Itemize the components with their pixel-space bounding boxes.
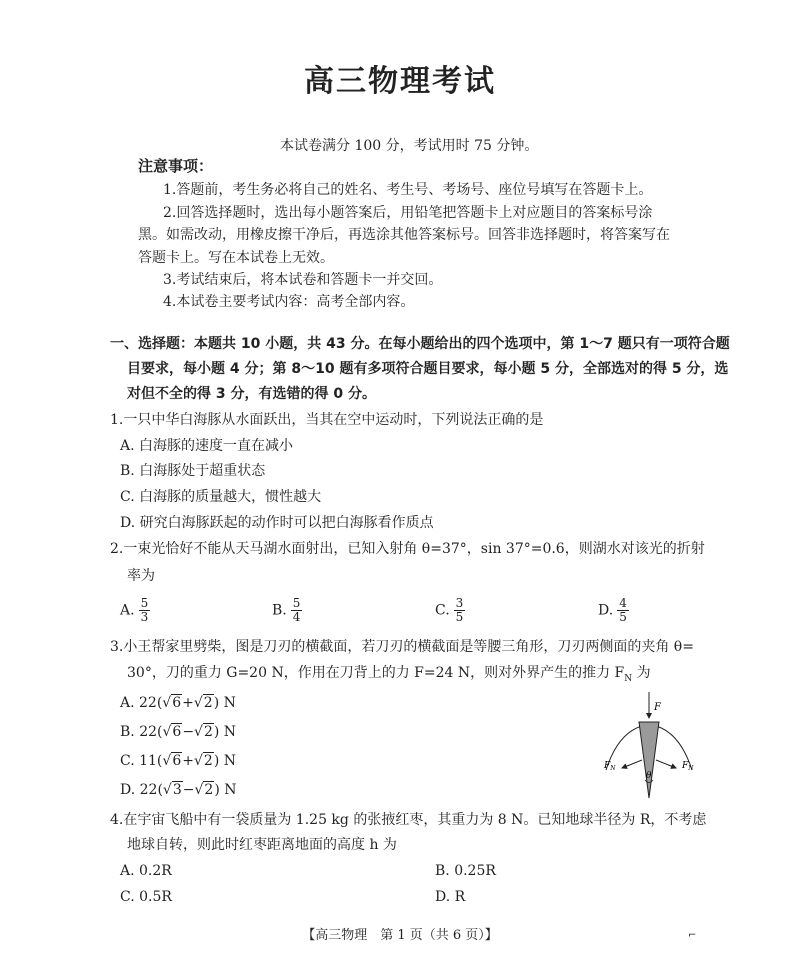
question-stem: 3.小王帮家里劈柴，图是刀刃的横截面，若刀刃的横截面是等腰三角形，刀刃两侧面的夹角 θ=	[110, 639, 694, 655]
notice-item: 黑。如需改动，用橡皮擦干净后，再选涂其他答案标号。回答非选择题时，将答案写在	[138, 227, 670, 243]
fraction: $\frac{5}{4}$	[292, 596, 301, 624]
fraction: $\frac{4}{5}$	[619, 596, 627, 624]
notice-item: 答题卡上。写在本试卷上无效。	[138, 250, 334, 266]
fraction: $\frac{3}{5}$	[455, 596, 464, 624]
force-F-label: F	[654, 702, 661, 713]
corner-mark: ⌐	[688, 930, 697, 941]
answer-option	[598, 597, 629, 624]
notice-heading: 注意事项：	[138, 157, 214, 175]
page-footer: 【高三物理 第 1 页（共 6 页）】	[302, 928, 498, 943]
answer-option: D. R	[435, 889, 466, 905]
option-label: B.	[272, 602, 287, 619]
question-stem: 地球自转，则此时红枣距离地面的高度 h 为	[127, 837, 397, 853]
notice-item: 1.答题前，考生务必将自己的姓名、考生号、考场号、座位号填写在答题卡上。	[163, 182, 653, 198]
question-stem: 30°，刀的重力 G=20 N，作用在刀背上的力 F=24 N，则对外界产生的推力 $F_N$ 为	[127, 665, 651, 684]
answer-option: B. 白海豚处于超重状态	[120, 463, 266, 479]
answer-option: B. 22(√6−√2) N	[120, 724, 237, 740]
section-instruction: 一、选择题：本题共 10 小题，共 43 分。在每小题给出的四个选项中，第 1～7 题只有一项符合题	[110, 336, 730, 352]
fraction: $\frac{5}{3}$	[140, 596, 149, 624]
force-FN-right-label: $F_N$	[682, 761, 694, 772]
theta-label: θ	[646, 771, 652, 781]
option-label: D.	[598, 602, 614, 619]
answer-option: C. 11(√6+√2) N	[120, 753, 236, 769]
blade-force-diagram	[598, 688, 708, 808]
answer-option: A. 22(√6+√2) N	[120, 695, 236, 711]
answer-option: D. 研究白海豚跃起的动作时可以把白海豚看作质点	[120, 515, 434, 531]
answer-option	[120, 597, 150, 624]
answer-option: A. 0.2R	[120, 863, 172, 879]
notice-item: 4.本试卷主要考试内容：高考全部内容。	[163, 294, 415, 310]
section-instruction: 对但不全的得 3 分，有选错的得 0 分。	[127, 386, 376, 402]
option-label: C.	[435, 602, 450, 619]
answer-option: B. 0.25R	[435, 863, 496, 879]
section-instruction: 目要求，每小题 4 分；第 8～10 题有多项符合题目要求，每小题 5 分，全部选对的得 5 分，选	[127, 361, 729, 377]
force-FN-left-label: $F_N$	[604, 761, 616, 772]
question-stem: 2.一束光恰好不能从天马湖水面射出，已知入射角 θ=37°，sin 37°=0.6，则湖水对该光的折射	[110, 541, 705, 557]
answer-option: C. 白海豚的质量越大，惯性越大	[120, 489, 322, 505]
question-stem: 率为	[127, 568, 155, 584]
force-FN-right-arrow	[656, 760, 676, 768]
answer-option: A. 白海豚的速度一直在减小	[120, 438, 294, 454]
notice-item: 3.考试结束后，将本试卷和答题卡一并交回。	[163, 272, 443, 288]
wood-curve-left	[606, 726, 642, 770]
page-title: 高三物理考试	[304, 64, 496, 99]
answer-option	[435, 597, 465, 624]
force-FN-left-arrow	[622, 760, 642, 768]
intro-text: 本试卷满分 100 分，考试用时 75 分钟。	[280, 138, 539, 154]
answer-option: C. 0.5R	[120, 889, 172, 905]
option-label: A.	[120, 602, 135, 619]
question-stem: 4.在宇宙飞船中有一袋质量为 1.25 kg 的张掖红枣，其重力为 8 N。已知地球半径为 R，不考虑	[110, 812, 707, 828]
notice-item: 2.回答选择题时，选出每小题答案后，用铅笔把答题卡上对应题目的答案标号涂	[163, 205, 653, 221]
question-stem: 1.一只中华白海豚从水面跃出，当其在空中运动时，下列说法正确的是	[110, 412, 544, 428]
answer-option: D. 22(√3−√2) N	[120, 782, 237, 798]
answer-option	[272, 597, 302, 624]
